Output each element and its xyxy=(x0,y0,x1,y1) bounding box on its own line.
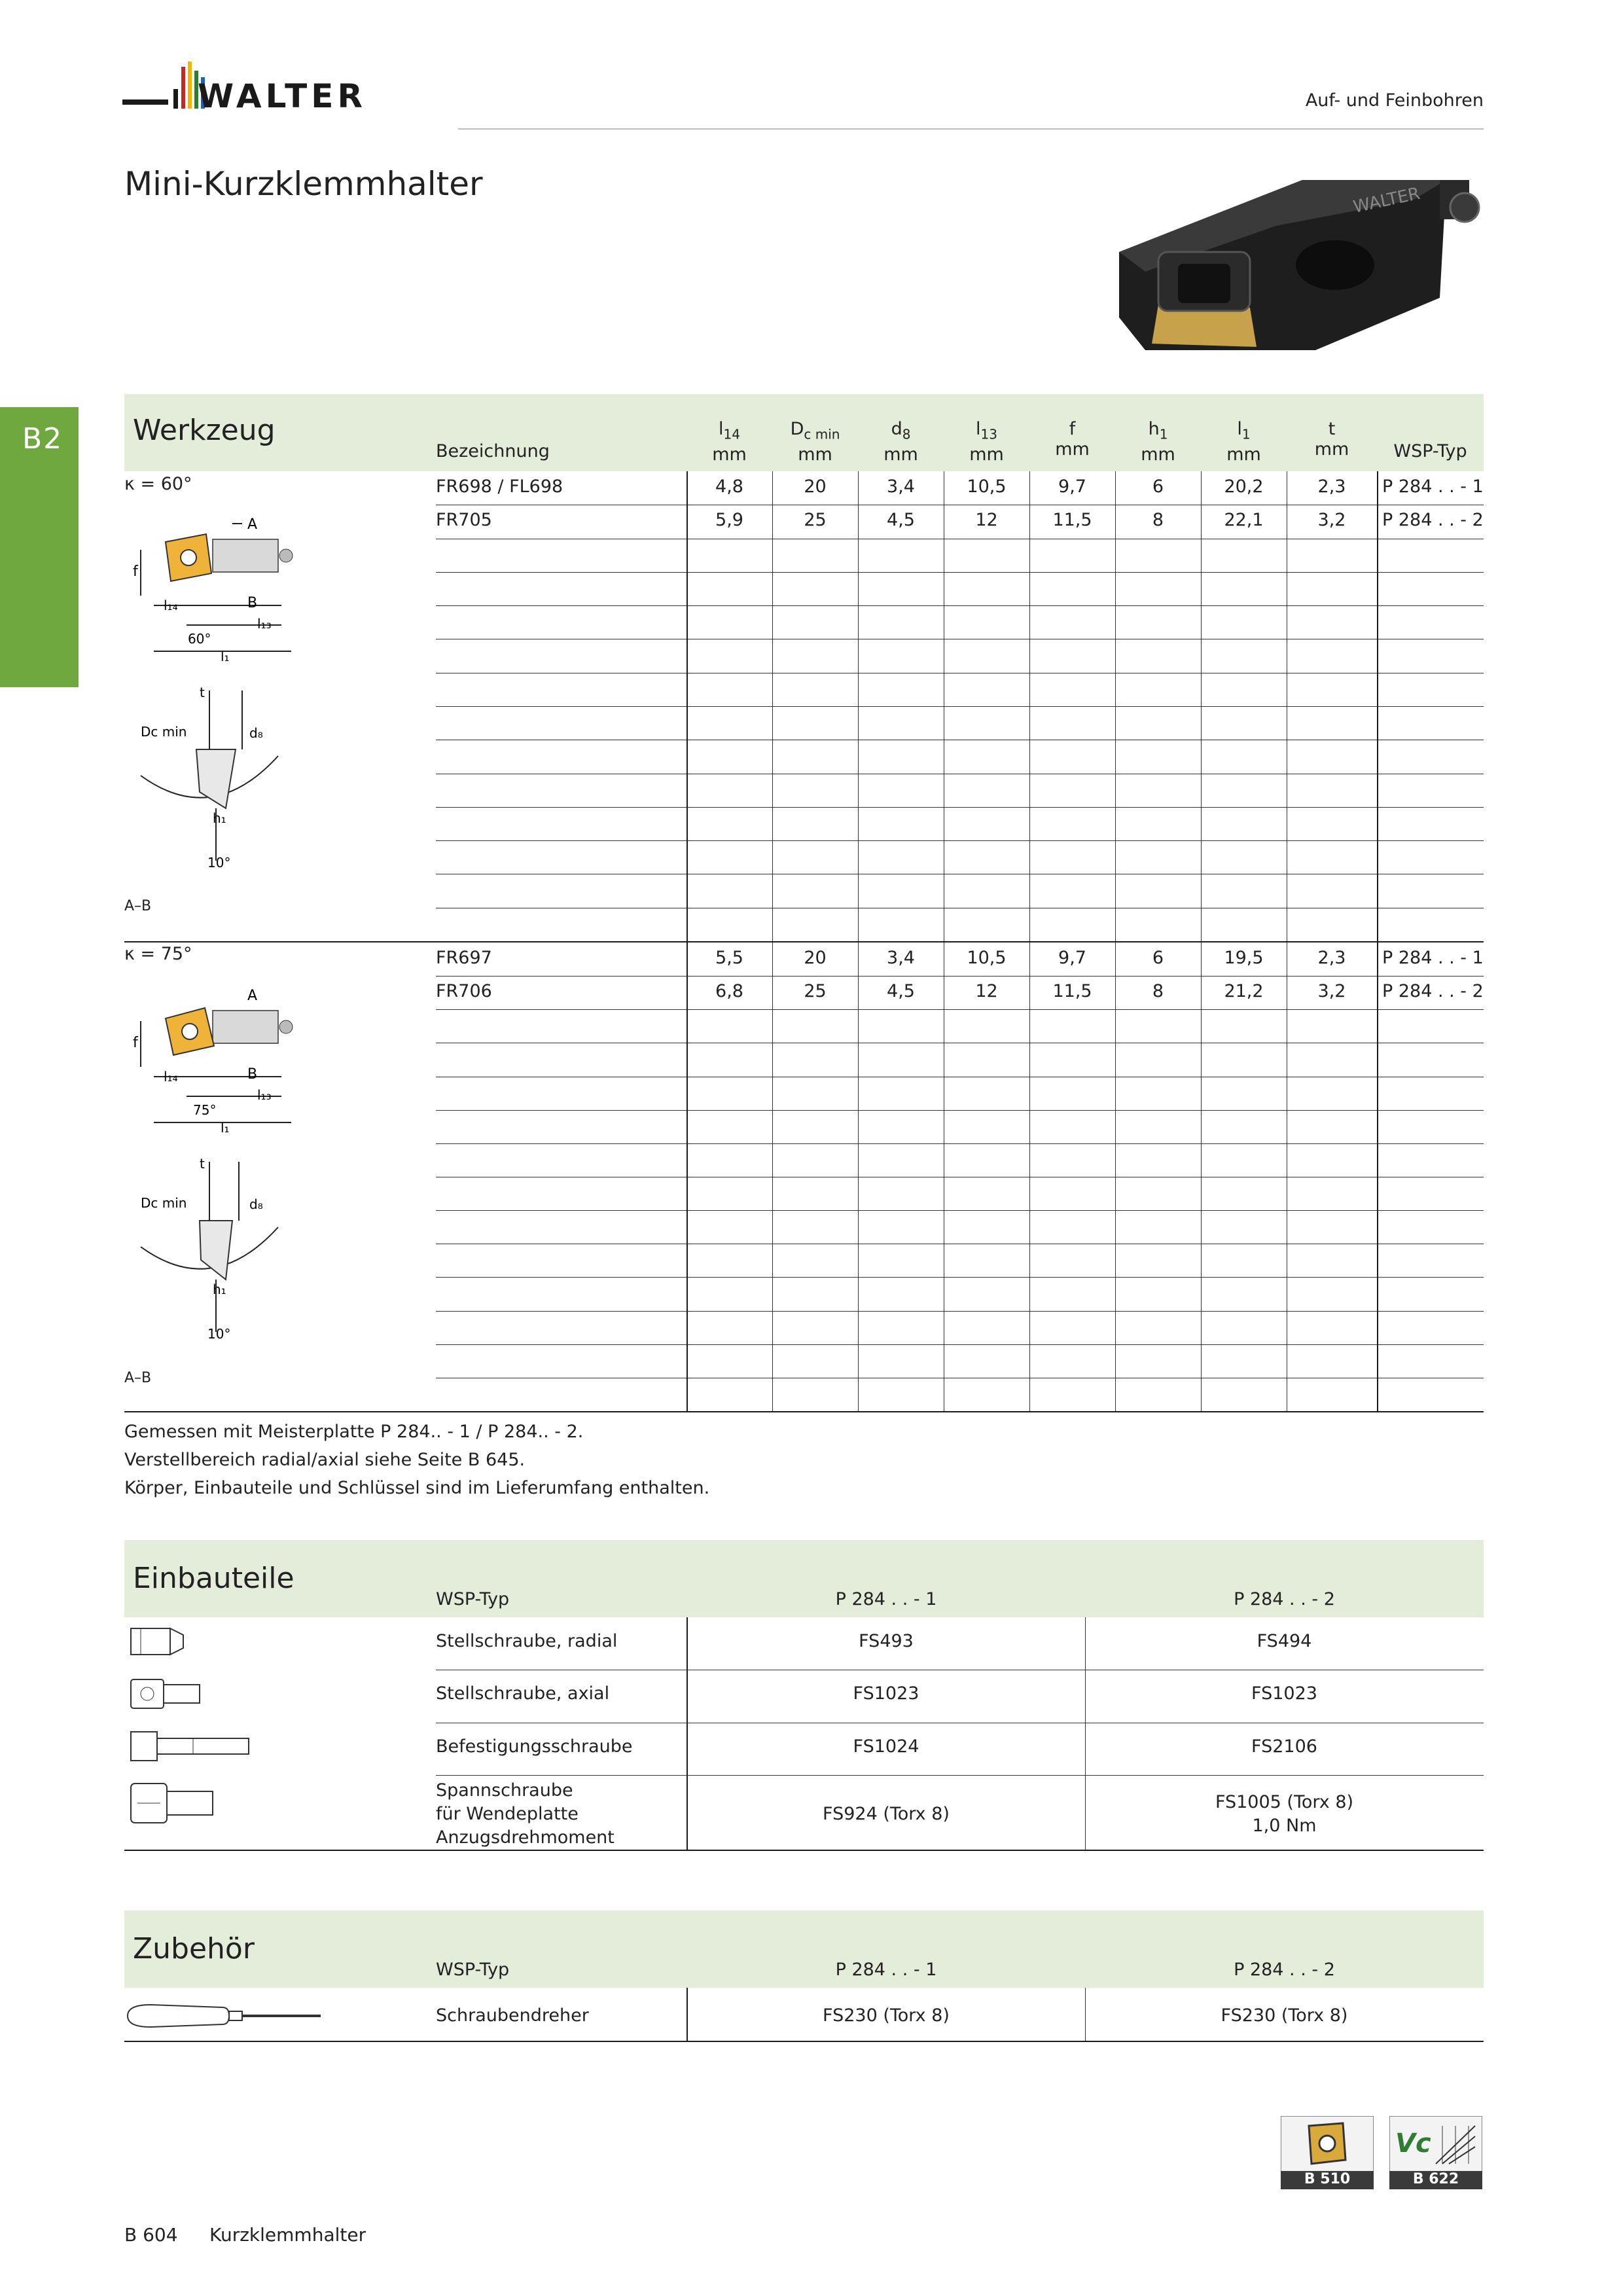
svg-text:f: f xyxy=(133,1035,138,1051)
mounting-screw-icon xyxy=(128,1727,259,1766)
col-header-unit: mm xyxy=(712,444,747,465)
svg-text:10°: 10° xyxy=(207,855,231,870)
value-cell: 4,8 xyxy=(715,476,743,497)
note-2: Verstellbereich radial/axial siehe Seite B 645. xyxy=(124,1450,526,1470)
value-cell: 5,9 xyxy=(715,510,743,531)
value-cell: 3,4 xyxy=(887,948,915,968)
col-header-symbol: t xyxy=(1328,419,1336,439)
svg-text:d₈: d₈ xyxy=(249,725,263,741)
value-cell: 4,5 xyxy=(887,510,915,531)
row-divider xyxy=(436,1277,1484,1278)
axial-set-screw-icon xyxy=(128,1674,213,1713)
svg-text:Dc min: Dc min xyxy=(141,724,187,740)
section-ab-label-2: A–B xyxy=(124,1370,152,1386)
svg-text:10°: 10° xyxy=(207,1326,231,1342)
col-header-unit: mm xyxy=(1055,439,1090,459)
col-header-symbol: $d_8$ xyxy=(891,419,911,442)
diagram-angle-60: 60° xyxy=(188,631,211,647)
insert-icon xyxy=(1281,2117,1373,2172)
col-header-symbol: $D_{c min}$ xyxy=(790,419,840,442)
section-label: Auf- und Feinbohren xyxy=(1305,90,1484,111)
value-cell: 20,2 xyxy=(1224,476,1264,497)
svg-text:l₁₃: l₁₃ xyxy=(257,616,272,632)
value-cell: 3,4 xyxy=(887,476,915,497)
value-cell: 6 xyxy=(1152,948,1164,968)
badge-caption-2[interactable]: B 622 xyxy=(1389,2171,1482,2189)
col-header-sub: 14 xyxy=(723,426,740,442)
svg-text:h₁: h₁ xyxy=(213,810,226,826)
value-cell: 21,2 xyxy=(1224,981,1264,1002)
svg-text:t: t xyxy=(200,1156,205,1172)
col-header-unit: mm xyxy=(1314,439,1349,459)
column-divider xyxy=(1201,942,1202,1411)
einbauteile-col-2: P 284 . . - 2 xyxy=(1234,1589,1335,1609)
einbauteile-title: Einbauteile xyxy=(133,1562,294,1595)
row-divider xyxy=(436,807,1484,808)
part-name-clamping-2: für Wendeplatte xyxy=(436,1804,579,1824)
col-header-unit: mm xyxy=(798,444,832,465)
col-header-4 xyxy=(1029,419,1115,459)
column-divider xyxy=(687,942,688,1411)
header-rule xyxy=(458,128,1484,130)
part-name-radial: Stellschraube, radial xyxy=(436,1631,618,1651)
zubehoer-col-2: P 284 . . - 2 xyxy=(1234,1960,1335,1980)
zubehoer-title: Zubehör xyxy=(133,1932,255,1965)
col-header-sub: 1 xyxy=(1159,426,1168,442)
brand-name: WALTER xyxy=(198,77,366,115)
wsp-type-cell: P 284 . . - 2 xyxy=(1382,510,1484,531)
column-divider xyxy=(772,471,773,941)
col-header-1 xyxy=(772,419,858,465)
svg-text:l₁₃: l₁₃ xyxy=(257,1087,272,1103)
svg-text:t: t xyxy=(200,685,205,700)
part-clamping-c2b: 1,0 Nm xyxy=(1252,1816,1317,1836)
col-header-symbol: $l_{14}$ xyxy=(719,419,740,442)
svg-text:l₁₄: l₁₄ xyxy=(164,598,178,613)
value-cell: 22,1 xyxy=(1224,510,1264,531)
designation-cell: FR697 xyxy=(436,948,492,968)
product-image xyxy=(1106,154,1486,376)
part-radial-c2: FS494 xyxy=(1257,1631,1312,1651)
col-header-5 xyxy=(1115,419,1201,465)
part-name-axial: Stellschraube, axial xyxy=(436,1683,610,1704)
einbauteile-col-wsp: WSP-Typ xyxy=(436,1589,510,1609)
column-divider xyxy=(1115,471,1116,941)
svg-text:f: f xyxy=(133,564,138,580)
value-cell: 2,3 xyxy=(1317,948,1346,968)
col-bezeichnung: Bezeichnung xyxy=(436,441,550,461)
holder-top-view-60 xyxy=(128,511,311,668)
value-cell: 25 xyxy=(804,510,827,531)
screwdriver-icon xyxy=(124,2000,327,2032)
vc-symbol: Vc xyxy=(1395,2128,1431,2159)
column-divider xyxy=(858,942,859,1411)
svg-text:h₁: h₁ xyxy=(213,1282,226,1297)
part-name-clamping-3: Anzugsdrehmoment xyxy=(436,1827,615,1848)
row-divider xyxy=(436,1009,1484,1010)
value-cell: 9,7 xyxy=(1058,948,1086,968)
row-divider xyxy=(436,706,1484,707)
svg-text:A: A xyxy=(247,988,258,1004)
footer-title: Kurzklemmhalter xyxy=(209,2224,366,2246)
radial-set-screw-icon xyxy=(128,1622,193,1661)
value-cell: 9,7 xyxy=(1058,476,1086,497)
value-cell: 10,5 xyxy=(967,948,1007,968)
row-divider xyxy=(436,1110,1484,1111)
column-divider xyxy=(1377,942,1378,1411)
svg-text:l₁: l₁ xyxy=(221,1120,230,1136)
designation-cell: FR706 xyxy=(436,981,492,1002)
value-cell: 10,5 xyxy=(967,476,1007,497)
zubehoer-col-wsp: WSP-Typ xyxy=(436,1960,510,1980)
insert-badge[interactable] xyxy=(1281,2116,1374,2172)
zubehoer-col-1: P 284 . . - 1 xyxy=(835,1960,937,1980)
werkzeug-title: Werkzeug xyxy=(133,414,276,447)
part-axial-c1: FS1023 xyxy=(853,1683,919,1704)
note-1: Gemessen mit Meisterplatte P 284.. - 1 / P 284.. - 2. xyxy=(124,1422,584,1442)
column-divider xyxy=(687,471,688,941)
svg-text:WALTER: WALTER xyxy=(1351,184,1422,217)
column-divider xyxy=(1115,942,1116,1411)
svg-text:d₈: d₈ xyxy=(249,1196,263,1212)
part-axial-c2: FS1023 xyxy=(1251,1683,1317,1704)
value-cell: 12 xyxy=(975,981,998,1002)
accessory-c2: FS230 (Torx 8) xyxy=(1221,2005,1348,2026)
designation-cell: FR698 / FL698 xyxy=(436,476,563,497)
col-header-sub: 13 xyxy=(980,426,997,442)
value-cell: 3,2 xyxy=(1317,510,1346,531)
row-divider xyxy=(436,840,1484,841)
col-header-3 xyxy=(944,419,1029,465)
value-cell: 8 xyxy=(1152,510,1164,531)
side-tab-label: B2 xyxy=(22,422,63,456)
svg-text:B: B xyxy=(247,595,258,611)
value-cell: 20 xyxy=(804,948,827,968)
col-header-symbol: $l_{13}$ xyxy=(976,419,997,442)
column-divider xyxy=(772,942,773,1411)
insert-section-view-75 xyxy=(128,1149,298,1345)
row-divider xyxy=(436,605,1484,606)
einbauteile-col-1: P 284 . . - 1 xyxy=(835,1589,937,1609)
wsp-type-cell: P 284 . . - 2 xyxy=(1382,981,1484,1002)
value-cell: 25 xyxy=(804,981,827,1002)
col-header-unit: mm xyxy=(883,444,918,465)
column-divider xyxy=(1377,471,1378,941)
value-cell: 2,3 xyxy=(1317,476,1346,497)
value-cell: 11,5 xyxy=(1052,981,1092,1002)
row-divider xyxy=(436,572,1484,573)
value-cell: 5,5 xyxy=(715,948,743,968)
row-divider xyxy=(436,1143,1484,1144)
note-3: Körper, Einbauteile und Schlüssel sind im Lieferumfang enthalten. xyxy=(124,1478,710,1498)
value-cell: 6,8 xyxy=(715,981,743,1002)
row-divider xyxy=(436,1311,1484,1312)
row-divider xyxy=(436,1210,1484,1211)
value-cell: 19,5 xyxy=(1224,948,1264,968)
row-divider xyxy=(436,1344,1484,1345)
part-mounting-c1: FS1024 xyxy=(853,1736,919,1757)
col-header-unit: mm xyxy=(969,444,1004,465)
designation-cell: FR705 xyxy=(436,510,492,531)
accessory-name: Schraubendreher xyxy=(436,2005,589,2026)
diagram-angle-75: 75° xyxy=(193,1102,217,1118)
part-mounting-c2: FS2106 xyxy=(1251,1736,1317,1757)
col-header-unit: mm xyxy=(1141,444,1175,465)
col-header-sub: c min xyxy=(804,426,840,442)
row-divider xyxy=(436,976,1484,977)
part-clamping-c2a: FS1005 (Torx 8) xyxy=(1215,1792,1354,1812)
value-cell: 4,5 xyxy=(887,981,915,1002)
part-name-mounting: Befestigungsschraube xyxy=(436,1736,633,1757)
col-header-sub: 1 xyxy=(1241,426,1251,442)
col-header-7 xyxy=(1287,419,1377,459)
col-header-symbol: f xyxy=(1069,419,1076,439)
holder-top-view-75 xyxy=(128,982,311,1139)
wsp-type-cell: P 284 . . - 1 xyxy=(1382,476,1484,497)
value-cell: 3,2 xyxy=(1317,981,1346,1002)
footer-page-number: B 604 xyxy=(124,2224,178,2246)
part-name-clamping-1: Spannschraube xyxy=(436,1780,573,1801)
col-header-2 xyxy=(858,419,944,465)
column-divider xyxy=(858,471,859,941)
insert-section-view-60 xyxy=(128,677,298,874)
svg-text:l₁₄: l₁₄ xyxy=(164,1069,178,1085)
wsp-type-cell: P 284 . . - 1 xyxy=(1382,948,1484,968)
value-cell: 6 xyxy=(1152,476,1164,497)
value-cell: 20 xyxy=(804,476,827,497)
column-divider xyxy=(1029,471,1030,941)
svg-text:B: B xyxy=(247,1066,258,1083)
diagram-label-A: A xyxy=(247,516,258,533)
col-header-sub: 8 xyxy=(902,426,911,442)
part-clamping-c1: FS924 (Torx 8) xyxy=(823,1804,950,1824)
value-cell: 12 xyxy=(975,510,998,531)
col-wsp-typ: WSP-Typ xyxy=(1393,441,1467,461)
page-title: Mini-Kurzklemmhalter xyxy=(124,165,483,203)
section-ab-label-1: A–B xyxy=(124,898,152,914)
svg-text:l₁: l₁ xyxy=(221,649,230,664)
group-separator xyxy=(124,941,1484,942)
kappa-60-label: κ = 60° xyxy=(124,474,192,494)
kappa-75-label: κ = 75° xyxy=(124,944,192,964)
badge-caption-1[interactable]: B 510 xyxy=(1281,2171,1374,2189)
col-header-0 xyxy=(687,419,772,465)
col-header-6 xyxy=(1201,419,1287,465)
column-divider xyxy=(1201,471,1202,941)
svg-text:Dc min: Dc min xyxy=(141,1195,187,1211)
col-header-unit: mm xyxy=(1226,444,1261,465)
col-header-symbol: $l_1$ xyxy=(1237,419,1251,442)
clamping-screw-icon xyxy=(128,1777,219,1829)
part-radial-c1: FS493 xyxy=(859,1631,914,1651)
accessory-c1: FS230 (Torx 8) xyxy=(823,2005,950,2026)
value-cell: 8 xyxy=(1152,981,1164,1002)
value-cell: 11,5 xyxy=(1052,510,1092,531)
group-bottom-rule xyxy=(124,1411,1484,1412)
column-divider xyxy=(1029,942,1030,1411)
col-header-symbol: $h_1$ xyxy=(1148,419,1168,442)
cutting-data-badge[interactable] xyxy=(1389,2116,1482,2172)
